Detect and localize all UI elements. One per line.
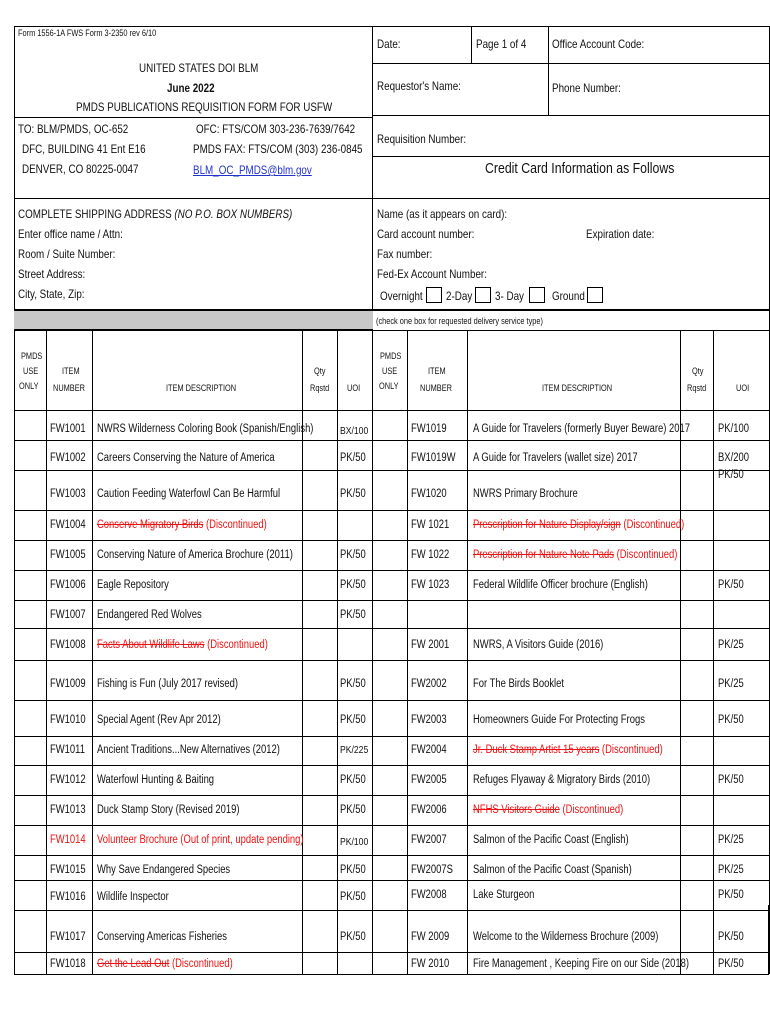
shipping-heading: COMPLETE SHIPPING ADDRESS (NO P.O. BOX NUMBERS) — [18, 207, 293, 221]
three-day-checkbox[interactable] — [529, 287, 545, 303]
unit-of-issue: PK/25 — [718, 864, 744, 876]
item-number: FW1007 — [50, 609, 86, 621]
room-suite-label: Room / Suite Number: — [18, 247, 116, 261]
item-number: FW 2001 — [411, 639, 450, 651]
date-label: Date: — [377, 37, 401, 51]
item-number: FW 2009 — [411, 931, 450, 943]
item-description: A Guide for Travelers (wallet size) 2017 — [473, 452, 638, 464]
item-number: FW2004 — [411, 744, 447, 756]
item-description: Wildlife Inspector — [97, 891, 169, 903]
ground-label: Ground — [552, 289, 585, 303]
item-number: FW2007S — [411, 864, 453, 876]
item-number: FW1018 — [50, 958, 86, 970]
page-indicator: Page 1 of 4 — [476, 37, 527, 51]
unit-of-issue: PK/50 — [340, 864, 366, 876]
overnight-label: Overnight — [380, 289, 423, 303]
unit-of-issue: PK/50 — [718, 958, 744, 970]
item-description: For The Birds Booklet — [473, 678, 565, 690]
item-description: Waterfowl Hunting & Baiting — [97, 774, 215, 786]
three-day-label: 3- Day — [495, 289, 524, 303]
item-description: Jr. Duck Stamp Artist 15 years (Discontinued) — [473, 744, 663, 756]
item-description: Conserve Migratory Birds (Discontinued) — [97, 519, 267, 531]
two-day-label: 2-Day — [446, 289, 473, 303]
pmds-email-link[interactable]: BLM_OC_PMDS@blm.gov — [193, 163, 312, 177]
unit-of-issue: PK/50 — [340, 774, 366, 786]
office-name-label: Enter office name / Attn: — [18, 227, 123, 241]
overnight-checkbox[interactable] — [426, 287, 442, 303]
expiration-label: Expiration date: — [586, 227, 655, 241]
item-description: Homeowners Guide For Protecting Frogs — [473, 714, 645, 726]
unit-of-issue: PK/225 — [340, 744, 369, 756]
item-number: FW1015 — [50, 864, 86, 876]
item-number: FW1010 — [50, 714, 86, 726]
unit-of-issue: PK/50 — [718, 714, 744, 726]
agency-name: UNITED STATES DOI BLM — [139, 61, 259, 75]
unit-of-issue: PK/50 — [718, 774, 744, 786]
item-number: FW1012 — [50, 774, 86, 786]
ground-checkbox[interactable] — [587, 287, 603, 303]
unit-of-issue: PK/50 — [718, 889, 744, 901]
unit-of-issue: PK/50 — [718, 579, 744, 591]
item-description: Get the Lead Out (Discontinued) — [97, 958, 233, 970]
requisition-label: Requisition Number: — [377, 132, 467, 146]
fedex-account-label: Fed-Ex Account Number: — [377, 267, 487, 281]
item-description: Careers Conserving the Nature of America — [97, 452, 275, 464]
item-number: FW2007 — [411, 834, 447, 846]
unit-of-issue: BX/200 — [718, 452, 749, 464]
item-description: Salmon of the Pacific Coast (English) — [473, 834, 629, 846]
item-description: Facts About Wildlife Laws (Discontinued) — [97, 639, 268, 651]
item-description: Refuges Flyaway & Migratory Birds (2010) — [473, 774, 651, 786]
item-description: Lake Sturgeon — [473, 889, 535, 901]
card-name-label: Name (as it appears on card): — [377, 207, 508, 221]
item-number: FW1004 — [50, 519, 86, 531]
unit-of-issue: PK/100 — [718, 423, 749, 435]
item-description: A Guide for Travelers (formerly Buyer Beware) 2017 — [473, 423, 690, 435]
item-description: Conserving Americas Fisheries — [97, 931, 227, 943]
to-address-line: TO: BLM/PMDS, OC-652 — [18, 122, 129, 136]
item-number: FW2006 — [411, 804, 447, 816]
unit-of-issue-secondary: PK/50 — [718, 469, 744, 481]
card-fax-label: Fax number: — [377, 247, 433, 261]
item-description: NWRS Primary Brochure — [473, 488, 578, 500]
item-description: Conserving Nature of America Brochure (2011) — [97, 549, 293, 561]
item-number: FW 1021 — [411, 519, 450, 531]
item-number: FW1013 — [50, 804, 86, 816]
unit-of-issue: PK/25 — [718, 678, 744, 690]
item-number: FW 1023 — [411, 579, 450, 591]
unit-of-issue: PK/50 — [340, 579, 366, 591]
item-number: FW1005 — [50, 549, 86, 561]
credit-card-heading: Credit Card Information as Follows — [485, 160, 675, 177]
item-number: FW1001 — [50, 423, 86, 435]
item-description: Why Save Endangered Species — [97, 864, 231, 876]
city-state-zip-label: City, State, Zip: — [18, 287, 85, 301]
item-number: FW2005 — [411, 774, 447, 786]
unit-of-issue: PK/50 — [340, 678, 366, 690]
item-number: FW2008 — [411, 889, 447, 901]
item-number: FW2002 — [411, 678, 447, 690]
unit-of-issue: PK/50 — [340, 714, 366, 726]
item-number: FW1011 — [50, 744, 85, 756]
item-number: FW 1022 — [411, 549, 450, 561]
item-description: Eagle Repository — [97, 579, 169, 591]
item-number: FW1019 — [411, 423, 447, 435]
item-number: FW1014 — [50, 834, 86, 846]
item-description: NFHS Visitors Guide (Discontinued) — [473, 804, 624, 816]
item-number: FW1008 — [50, 639, 86, 651]
item-number: FW1020 — [411, 488, 447, 500]
item-description: NWRS Wilderness Coloring Book (Spanish/English) — [97, 423, 314, 435]
unit-of-issue: PK/25 — [718, 834, 744, 846]
item-description: Welcome to the Wilderness Brochure (2009) — [473, 931, 659, 943]
item-number: FW2003 — [411, 714, 447, 726]
card-account-label: Card account number: — [377, 227, 475, 241]
item-description: Duck Stamp Story (Revised 2019) — [97, 804, 240, 816]
pmds-fax-line: PMDS FAX: FTS/COM (303) 236-0845 — [193, 142, 363, 156]
item-description: Endangered Red Wolves — [97, 609, 202, 621]
ofc-phone-line: OFC: FTS/COM 303-236-7639/7642 — [196, 122, 356, 136]
item-number: FW1006 — [50, 579, 86, 591]
item-description: NWRS, A Visitors Guide (2016) — [473, 639, 604, 651]
item-description: Prescription for Nature Note Pads (Discontinued) — [473, 549, 678, 561]
item-number: FW1017 — [50, 931, 86, 943]
form-date-line: June 2022 — [167, 81, 215, 95]
item-number: FW1003 — [50, 488, 86, 500]
office-code-label: Office Account Code: — [552, 37, 645, 51]
item-number: FW1016 — [50, 891, 86, 903]
unit-of-issue: PK/50 — [340, 549, 366, 561]
item-description: Fire Management , Keeping Fire on our Side (2018) — [473, 958, 689, 970]
form-id: Form 1556-1A FWS Form 3-2350 rev 6/10 — [18, 28, 157, 38]
item-number: FW 2010 — [411, 958, 450, 970]
item-description: Federal Wildlife Officer brochure (English) — [473, 579, 648, 591]
two-day-checkbox[interactable] — [475, 287, 491, 303]
requestor-label: Requestor's Name: — [377, 79, 461, 93]
unit-of-issue: PK/50 — [340, 609, 366, 621]
unit-of-issue: PK/50 — [718, 931, 744, 943]
item-description: Volunteer Brochure (Out of print, update pending) — [97, 834, 304, 846]
unit-of-issue: BX/100 — [340, 425, 369, 437]
street-address-label: Street Address: — [18, 267, 86, 281]
unit-of-issue: PK/100 — [340, 836, 369, 848]
city-address-line: DENVER, CO 80225-0047 — [22, 162, 139, 176]
unit-of-issue: PK/50 — [340, 891, 366, 903]
unit-of-issue: PK/50 — [340, 931, 366, 943]
form-title: PMDS PUBLICATIONS REQUISITION FORM FOR USFW — [76, 100, 333, 114]
item-number: FW1019W — [411, 452, 456, 464]
dfc-address-line: DFC, BUILDING 41 Ent E16 — [22, 142, 146, 156]
phone-label: Phone Number: — [552, 81, 621, 95]
unit-of-issue: PK/25 — [718, 639, 744, 651]
item-description: Salmon of the Pacific Coast (Spanish) — [473, 864, 632, 876]
item-description: Ancient Traditions...New Alternatives (2012) — [97, 744, 280, 756]
delivery-note: (check one box for requested delivery service type) — [376, 316, 543, 326]
unit-of-issue: PK/50 — [340, 804, 366, 816]
unit-of-issue: PK/50 — [340, 452, 366, 464]
item-description: Caution Feeding Waterfowl Can Be Harmful — [97, 488, 281, 500]
item-description: Fishing is Fun (July 2017 revised) — [97, 678, 238, 690]
item-description: Prescription for Nature Display/sign (Discontinued) — [473, 519, 685, 531]
item-number: FW1009 — [50, 678, 86, 690]
item-number: FW1002 — [50, 452, 86, 464]
unit-of-issue: PK/50 — [340, 488, 366, 500]
item-description: Special Agent (Rev Apr 2012) — [97, 714, 221, 726]
